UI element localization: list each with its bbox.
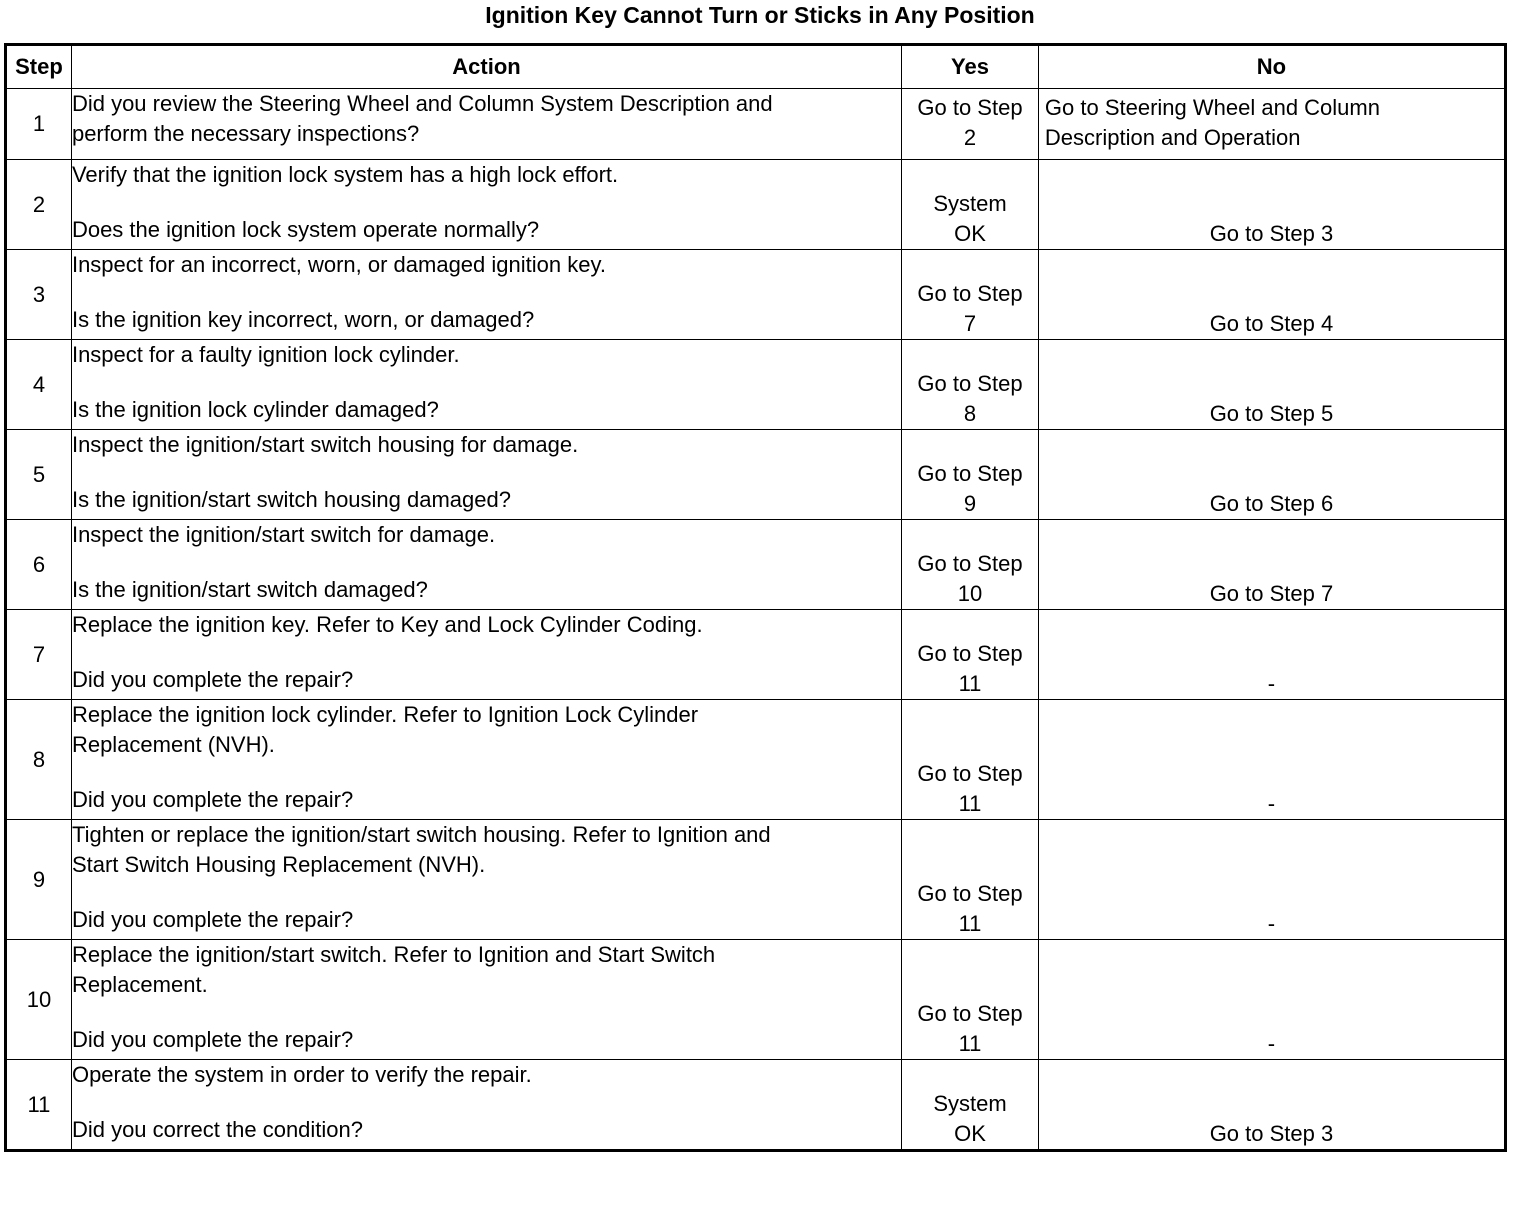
- table-row: [6, 430, 1506, 520]
- yes-text: 9: [963, 491, 977, 516]
- yes-text: System: [933, 1091, 1007, 1116]
- table-row: [6, 340, 1506, 430]
- table-row: [6, 89, 1506, 160]
- action-cell: [71, 430, 901, 520]
- table-row: [6, 700, 1506, 820]
- table-row: [6, 940, 1506, 1060]
- yes-cell: [902, 250, 1039, 340]
- step-number: 3: [6, 250, 72, 340]
- action-instruction: Replace the ignition key. Refer to Key and Lock Cylinder Coding.: [71, 612, 703, 637]
- step-number: 6: [6, 520, 72, 610]
- action-cell: [71, 1060, 901, 1151]
- yes-cell: [902, 1060, 1039, 1151]
- yes-text: OK: [954, 221, 986, 246]
- header-step: Step: [6, 45, 72, 89]
- action-question: Is the ignition key incorrect, worn, or damaged?: [71, 307, 535, 332]
- no-cell: Go to Step 5: [1038, 340, 1505, 430]
- yes-text: Go to Step: [917, 95, 1023, 120]
- yes-text: 11: [958, 911, 982, 936]
- yes-cell: [902, 160, 1039, 250]
- step-number: 1: [6, 89, 72, 160]
- table-row: [6, 610, 1506, 700]
- action-cell: [71, 89, 901, 160]
- yes-cell: [902, 700, 1039, 820]
- step-number: 10: [6, 940, 72, 1060]
- no-cell: -: [1038, 700, 1505, 820]
- table-row: [6, 250, 1506, 340]
- yes-text: OK: [954, 1121, 986, 1146]
- action-cell: [71, 610, 901, 700]
- action-cell: [71, 250, 901, 340]
- action-instruction: Start Switch Housing Replacement (NVH).: [71, 852, 486, 877]
- action-cell: [71, 820, 901, 940]
- step-number: 9: [6, 820, 72, 940]
- action-instruction: Verify that the ignition lock system has a high lock effort.: [71, 162, 619, 187]
- action-instruction: Operate the system in order to verify the repair.: [71, 1062, 532, 1087]
- yes-text: 8: [963, 401, 977, 426]
- header-yes: Yes: [902, 45, 1039, 89]
- action-instruction: Replacement.: [71, 972, 208, 997]
- yes-cell: [902, 610, 1039, 700]
- yes-cell: [902, 89, 1039, 160]
- no-cell: -: [1038, 610, 1505, 700]
- action-instruction: Replace the ignition/start switch. Refer to Ignition and Start Switch: [71, 942, 716, 967]
- yes-text: Go to Step: [917, 461, 1023, 486]
- step-number: 8: [6, 700, 72, 820]
- no-cell: -: [1038, 820, 1505, 940]
- action-instruction: Inspect the ignition/start switch for damage.: [71, 522, 496, 547]
- yes-text: Go to Step: [917, 761, 1023, 786]
- action-question: Did you complete the repair?: [71, 907, 354, 932]
- action-instruction: Tighten or replace the ignition/start switch housing. Refer to Ignition and: [71, 822, 771, 847]
- action-question: Did you complete the repair?: [71, 667, 354, 692]
- action-instruction: Inspect for a faulty ignition lock cylinder.: [71, 342, 460, 367]
- page-title: Ignition Key Cannot Turn or Sticks in Any Position: [485, 2, 1035, 28]
- action-cell: [71, 340, 901, 430]
- action-question: Is the ignition/start switch damaged?: [71, 577, 428, 602]
- no-cell: Go to Step 3: [1038, 160, 1505, 250]
- yes-text: Go to Step: [917, 281, 1023, 306]
- table-row: [6, 160, 1506, 250]
- yes-cell: [902, 340, 1039, 430]
- action-text: perform the necessary inspections?: [71, 121, 420, 146]
- step-number: 7: [6, 610, 72, 700]
- header-no: No: [1038, 45, 1505, 89]
- no-cell: Go to Step 6: [1038, 430, 1505, 520]
- action-cell: [71, 700, 901, 820]
- yes-text: Go to Step: [917, 551, 1023, 576]
- no-text: Go to Steering Wheel and Column: [1044, 95, 1380, 120]
- no-cell: Go to Step 3: [1038, 1060, 1505, 1151]
- header-row: [6, 45, 1506, 89]
- step-number: 4: [6, 340, 72, 430]
- yes-text: 11: [958, 791, 982, 816]
- action-question: Is the ignition lock cylinder damaged?: [71, 397, 439, 422]
- action-instruction: Replace the ignition lock cylinder. Refer to Ignition Lock Cylinder: [71, 702, 699, 727]
- yes-text: 2: [963, 125, 977, 150]
- step-number: 2: [6, 160, 72, 250]
- no-cell: Go to Step 4: [1038, 250, 1505, 340]
- yes-cell: [902, 820, 1039, 940]
- yes-text: 11: [958, 671, 982, 696]
- no-cell: Go to Step 7: [1038, 520, 1505, 610]
- action-question: Does the ignition lock system operate normally?: [71, 217, 540, 242]
- action-cell: [71, 520, 901, 610]
- yes-cell: [902, 430, 1039, 520]
- action-instruction: Inspect the ignition/start switch housing for damage.: [71, 432, 579, 457]
- no-text: Description and Operation: [1044, 125, 1301, 150]
- yes-text: 10: [957, 581, 983, 606]
- action-question: Did you complete the repair?: [71, 787, 354, 812]
- action-question: Is the ignition/start switch housing damaged?: [71, 487, 511, 512]
- yes-text: Go to Step: [917, 1001, 1023, 1026]
- action-question: Did you complete the repair?: [71, 1027, 354, 1052]
- yes-text: 11: [958, 1031, 982, 1056]
- action-cell: [71, 940, 901, 1060]
- yes-text: 7: [963, 311, 977, 336]
- no-cell: [1038, 89, 1505, 160]
- yes-text: Go to Step: [917, 881, 1023, 906]
- header-action: Action: [71, 45, 901, 89]
- yes-cell: [902, 940, 1039, 1060]
- diagnostic-table: [4, 43, 1507, 1152]
- yes-text: Go to Step: [917, 641, 1023, 666]
- table-row: [6, 820, 1506, 940]
- step-number: 11: [6, 1060, 72, 1151]
- yes-text: System: [933, 191, 1007, 216]
- action-question: Did you correct the condition?: [71, 1117, 364, 1142]
- table-row: [6, 520, 1506, 610]
- yes-text: Go to Step: [917, 371, 1023, 396]
- table-row: [6, 1060, 1506, 1151]
- action-instruction: Inspect for an incorrect, worn, or damaged ignition key.: [71, 252, 606, 277]
- yes-cell: [902, 520, 1039, 610]
- action-instruction: Replacement (NVH).: [71, 732, 275, 757]
- step-number: 5: [6, 430, 72, 520]
- action-cell: [71, 160, 901, 250]
- no-cell: -: [1038, 940, 1505, 1060]
- action-text: Did you review the Steering Wheel and Column System Description and: [71, 91, 773, 116]
